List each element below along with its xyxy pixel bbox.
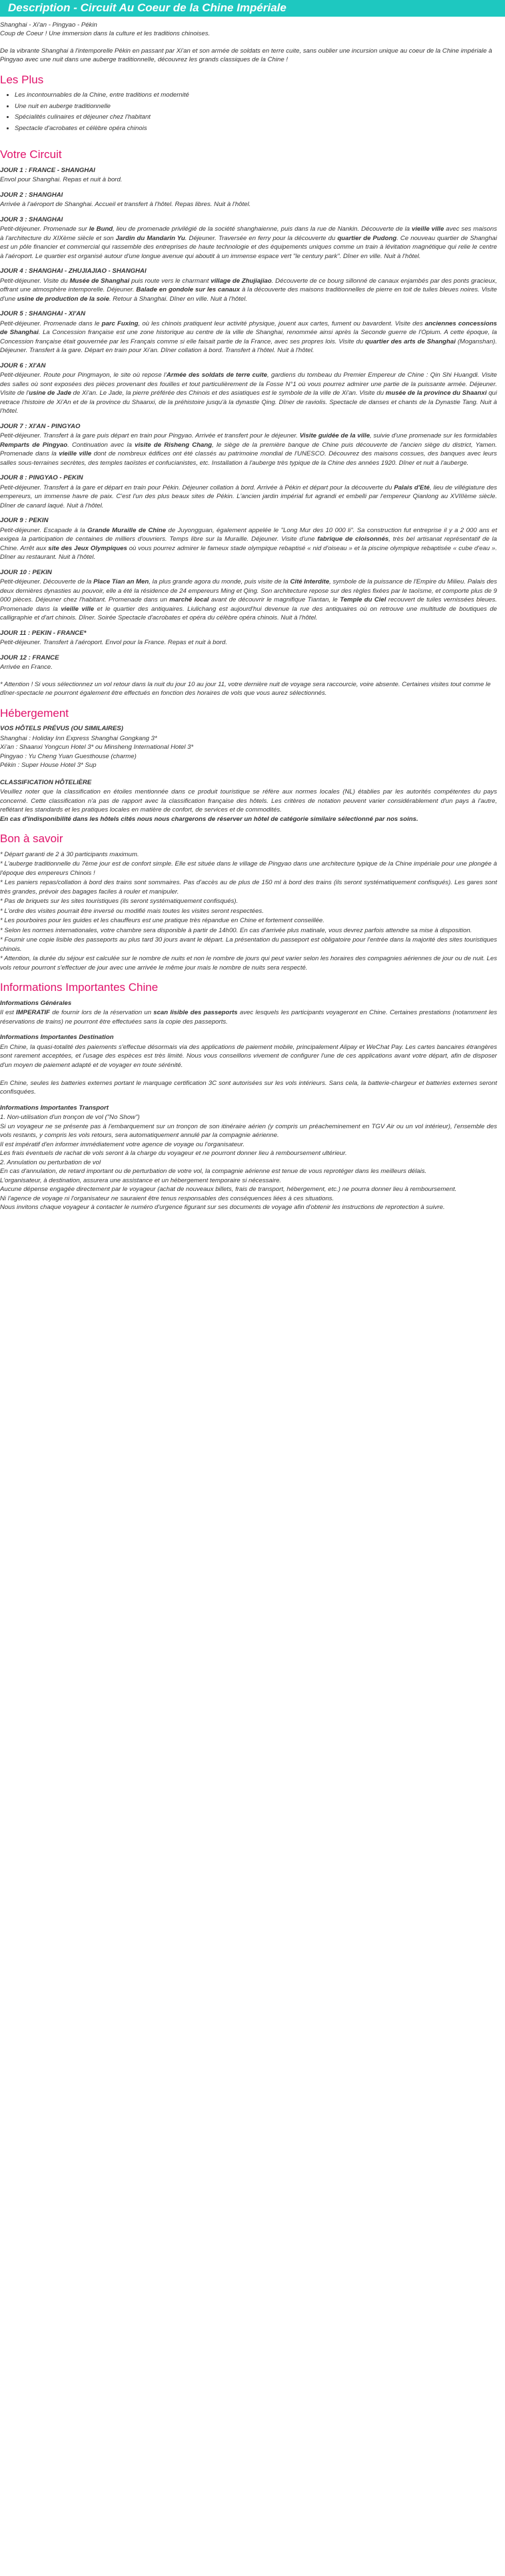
day-description: Petit-déjeuner. Route pour Pingmayon, le site où repose l'Armée des soldats de terre cuite, gardiens du tombeau du Premier Empereur de Chine : Qin Shi Huangdi. Visite des salles où sont exposées des pièces provenant des fouilles et tout particulièrement de la Fosse N°1 où vous pourrez admirer une partie de la puissante armée. Déjeuner. Visite de l'usine de Jade de Xi'an. Le Jade, la pierre préférée des Chinois et des asiatiques est le symbole de la ville de Xi'an. Visite du musée de la province du Shaanxi qui retrace l'histoire de Xi'An et de la province du Shaanxi, de la préhistoire jusqu'à la dynastie Qing. Dîner de raviolis. Spectacle de danses et chants de la Dynastie Tang. Nuit à l'hôtel. (0, 371, 498, 415)
info-line: 1. Non-utilisation d'un tronçon de vol ("No Show") (0, 1114, 140, 1121)
info-line: Il est IMPERATIF de fournir lors de la réservation un scan lisible des passeports avec lesquels les participants voyageront en Chine. Certaines prestations (notamment les réservations de trains) ne pourront être effectuées sans la copie des passeports. (0, 1009, 498, 1026)
itinerary-day (0, 309, 497, 355)
info-line: L'organisateur, à destination, assurera une assistance et un hébergement temporaire si nécessaire. (0, 1176, 282, 1184)
itinerary-day (0, 473, 497, 510)
info-line: Ni l'agence de voyage ni l'organisateur ne sauraient être tenus responsables des conséquences liées à ces situations. (0, 1194, 334, 1202)
day-title: JOUR 8 : PINGYAO - PEKIN (0, 474, 83, 481)
day-description: Envol pour Shanghai. Repas et nuit à bord. (0, 176, 123, 183)
info-title: Informations Générales (0, 999, 72, 1007)
day-description: Petit-déjeuner. Promenade dans le parc Fuxing, où les chinois pratiquent leur activité physique, jouent aux cartes, fument ou bavardent. Visite des anciennes concessions de Shanghai. La Concession française est une zone historique au centre de la ville de Shanghai, renommée ainsi après la Seconde guerre de l'Opium. A cette époque, la Concession française était gouvernée par les Français comme si elle faisait partie de la France, avec ses propres lois. Visite du quartier des arts de Shanghai (Moganshan). Déjeuner. Transfert à la gare. Départ en train pour Xi'an. Dîner collation à bord. Transfert à l'hôtel. Nuit à l'hôtel. (0, 319, 498, 354)
plus-item: • Spectacle d'acrobates et célèbre opéra chinois (15, 124, 497, 133)
good-to-know-item: * Selon les normes internationales, votre chambre sera disponible à partir de 14h00. En cas d'arrivée plus matinale, vous devrez parfois attendre sa mise à disposition. (0, 926, 472, 934)
bon-a-savoir-heading: Bon à savoir (0, 832, 63, 845)
itinerary-day (0, 267, 497, 303)
day-description: Petit-déjeuner. Escapade à la Grande Muraille de Chine de Juyongguan, également appelée le "Long Mur des 10 000 li". Sa construction fut entreprise il y a 2 000 ans et exigea la participation de centaines de milliers d'ouvriers. Temps libre sur la Muraille. Déjeuner. Visite d'une fabrique de cloisonnés, très bel artisanat représentatif de la Chine. Arrêt aux site des Jeux Olympiques où vous pourrez admirer le fameux stade olympique rebaptisé « nid d'oiseau » et la piscine olympique rebaptisée « cube d'eau ». Dîner au restaurant. Nuit à l'hôtel. (0, 526, 497, 561)
info-line: Si un voyageur ne se présente pas à l'embarquement sur un tronçon de son itinéraire aérien (y compris un préacheminement en TGV Air ou un vol intérieur), l'ensemble des vols restants, y compris les vols retours, sera automatiquement annulé par la compagnie aérienne. (0, 1122, 497, 1139)
hebergement-heading: Hébergement (0, 706, 69, 720)
info-line: En Chine, seules les batteries externes portant le marquage certification 3C sont autorisées sur les vols intérieurs. Sans cela, la batterie-chargeur et batteries externes seront confisquées. (0, 1079, 497, 1096)
info-line: Nous invitons chaque voyageur à contacter le numéro d'urgence figurant sur ses documents de voyage afin d'obtenir les instructions de reprotection à suivre. (0, 1204, 445, 1211)
info-block (0, 1033, 497, 1097)
infos-heading: Informations Importantes Chine (0, 981, 159, 994)
day-description: Arrivée en France. (0, 664, 53, 671)
day-title: JOUR 10 : PEKIN (0, 568, 52, 576)
day-title: JOUR 7 : XI'AN - PINGYAO (0, 422, 81, 430)
plus-item: • Les incontournables de la Chine, entre traditions et modernité (15, 91, 497, 100)
info-line: Il est impératif d'en informer immédiatement votre agence de voyage ou l'organisateur. (0, 1140, 245, 1148)
itinerary-day (0, 629, 497, 648)
day-title: JOUR 3 : SHANGHAI (0, 215, 63, 223)
circuit-heading: Votre Circuit (0, 148, 62, 161)
day-title: JOUR 2 : SHANGHAI (0, 191, 63, 199)
itinerary-day (0, 191, 497, 209)
hotels-subtitle: VOS HÔTELS PRÉVUS (OU SIMILAIRES) (0, 725, 123, 732)
page-title: Description - Circuit Au Coeur de la Chine Impériale (0, 0, 505, 17)
itinerary-day (0, 516, 497, 562)
plus-heading: Les Plus (0, 73, 44, 86)
page (0, 0, 497, 1232)
hotel-line: Xi'an : Shaanxi Yongcun Hotel 3* ou Minsheng International Hotel 3* (0, 744, 194, 751)
day-description: Petit-déjeuner. Promenade sur le Bund, lieu de promenade privilégié de la société shanghaienne, puis dans la rue de Nankin. Découverte de la vieille ville avec ses maisons à l'architecture du XIXème siècle et son Jardin du Mandarin Yu. Déjeuner. Traversée en ferry pour la découverte du quartier de Pudong. Ce nouveau quartier de Shanghai est un pôle financier et commercial qui rassemble des entreprises de haute technologie et des équipements uniques comme un train à lévitation magnétique qui relie le centre à l'aéroport. Le quartier est organisé autour d'une longue avenue qui aboutit à un immense espace vert "le century park". Dîner en ville. Nuit à l'hôtel. (0, 225, 498, 260)
info-block (0, 1104, 497, 1212)
info-line (0, 1070, 497, 1079)
info-title: Informations Importantes Destination (0, 1034, 114, 1041)
itinerary-day (0, 568, 497, 623)
good-to-know-item: * Les pourboires pour les guides et les chauffeurs est une pratique très répandue en Chine et fortement conseillée. (0, 917, 324, 924)
good-to-know-item: * Pas de briquets sur les sites touristiques (ils seront systématiquement confisqués). (0, 898, 239, 905)
good-to-know-item: * L'ordre des visites pourrait être inversé ou modifié mais toutes les visites seront respectées. (0, 907, 264, 915)
good-to-know-item: * Fournir une copie lisible des passeports au plus tard 30 jours avant le départ. La présentation du passeport est obligatoire pour l'entrée dans la majorité des sites touristiques chinois. (0, 936, 497, 953)
bon-a-savoir-list (0, 850, 497, 973)
info-title: Informations Importantes Transport (0, 1104, 109, 1112)
info-line: Les frais éventuels de rachat de vols seront à la charge du voyageur et ne pourront donner lieu à remboursement ultérieur. (0, 1150, 347, 1157)
classification-note: En cas d'indisponibilité dans les hôtels cités nous nous chargerons de réserver un hôtel de catégorie similaire sélectionné par nos soins. (0, 815, 418, 823)
itinerary-day (0, 422, 497, 468)
day-title: JOUR 11 : PEKIN - FRANCE* (0, 629, 87, 637)
good-to-know-item: * Attention, la durée du séjour est calculée sur le nombre de nuits et non le nombre de jours qui peut varier selon les horaires des compagnies aériennes de jour ou de nuit. Les vols retour pourront s'effectuer de jour avec une arrivée le même jour mais le nombre de nuits sera respecté. (0, 955, 497, 972)
info-line: En Chine, la quasi-totalité des paiements s'effectue désormais via des applications de paiement mobile, principalement Alipay et WeChat Pay. Les cartes bancaires étrangères sont rarement acceptées, et l'usage des espèces est très limité. Nous vous conseillons vivement de configurer l'une de ces applications avant votre départ, afin de disposer d'un moyen de paiement adapté et de voyager en toute sérénité. (0, 1043, 497, 1069)
classification-title: CLASSIFICATION HÔTELIÈRE (0, 778, 92, 786)
itinerary-day (0, 166, 497, 185)
description-content (0, 21, 497, 1212)
itinerary-day (0, 654, 497, 672)
day-title: JOUR 6 : XI'AN (0, 361, 46, 369)
route-line: Shanghai - Xi'an - Pingyao - Pékin (0, 21, 97, 29)
day-title: JOUR 5 : SHANGHAI - XI'AN (0, 310, 86, 317)
infos-blocks (0, 999, 497, 1212)
good-to-know-item: * L'auberge traditionnelle du 7ème jour est de confort simple. Elle est située dans le village de Pingyao dans une architecture typique de la Chine impériale pour une plongée à l'époque des empereurs Chinois ! (0, 860, 497, 877)
info-line: Aucune dépense engagée directement par le voyageur (achat de nouveaux billets, frais de transport, hébergement, etc.) ne pourra donner lieu à remboursement. (0, 1186, 457, 1193)
plus-list (0, 91, 497, 133)
day-description: Petit-déjeuner. Transfert à la gare puis départ en train pour Pingyao. Arrivée et transfert pour le déjeuner. Visite guidée de la ville, suivie d'une promenade sur les formidables Remparts de Pingyao. Continuation avec la visite de Risheng Chang, le siège de la première banque de Chine puis découverte de l'ancien siège du district, Yamen. Promenade dans la vieille ville dont de nombreux édifices ont été classés au patrimoine mondial de l'UNESCO. Découvrez des maisons cossues, des banques avec leurs salles sous-terraines secrètes, des temples taoïstes et confucianistes, etc. Installation à l'auberge très typique de la Chine des années 1920. Dîner et nuit à l'auberge. (0, 432, 498, 467)
plus-item: • Une nuit en auberge traditionnelle (15, 102, 497, 111)
day-description: Petit-déjeuner. Transfert à l'aéroport. Envol pour la France. Repas et nuit à bord. (0, 639, 227, 646)
info-line: En cas d'annulation, de retard important ou de perturbation de votre vol, la compagnie aérienne est tenue de vous reprotéger dans les meilleurs délais. (0, 1168, 427, 1175)
tagline: Coup de Coeur ! Une immersion dans la culture et les traditions chinoises. (0, 30, 211, 37)
itinerary-day (0, 215, 497, 261)
intro-paragraph: De la vibrante Shanghai à l'intemporelle Pékin en passant par Xi'an et son armée de soldats en terre cuite, sans oublier une incursion unique au coeur de la Chine impériale à Pingyao avec une nuit dans une auberge traditionnelle, découvrez les grands classiques de la Chine ! (0, 47, 492, 63)
hotel-line: Shanghai : Holiday Inn Express Shanghai Gongkang 3* (0, 734, 157, 742)
info-line: 2. Annulation ou perturbation de vol (0, 1158, 101, 1166)
plus-item: • Spécialités culinaires et déjeuner chez l'habitant (15, 113, 497, 122)
itinerary (0, 166, 497, 672)
day-description: Arrivée à l'aéroport de Shanghai. Accueil et transfert à l'hôtel. Repas libres. Nuit à l'hôtel. (0, 201, 251, 208)
info-block (0, 999, 497, 1027)
day-description: Petit-déjeuner. Visite du Musée de Shanghai puis route vers le charmant village de Zhujiajiao. Découverte de ce bourg sillonné de canaux enjambés par des ponts gracieux, offrant une atmosphère intemporelle. Déjeuner. Balade en gondole sur les canaux à la découverte des maisons traditionnelles de pierre en toit de tuiles bleues noires. Visite d'une usine de production de la soie. Retour à Shanghai. Dîner en ville. Nuit à l'hôtel. (0, 277, 497, 303)
day-description: Petit-déjeuner. Transfert à la gare et départ en train pour Pékin. Déjeuner collation à bord. Arrivée à Pékin et départ pour la découverte du Palais d'Eté, lieu de villégiature des empereurs, un immense havre de paix. C'est l'un des plus beaux sites de Pékin. L'ancien jardin impérial fut agrandi et embelli par l'empereur Qianlong au XVIIIème siècle. Dîner de canard laqué. Nuit à l'hôtel. (0, 483, 497, 509)
classification-text: Veuillez noter que la classification en étoiles mentionnée dans ce produit touristique se réfère aux normes locales (NL) établies par les autorités compétentes du pays concerné. Cette classification n'a pas de rapport avec la classification française des hôtels. Les critères de notation peuvent varier considérablement d'un pays à l'autre, reflétant les standards et les pratiques locales en matière de confort, de services et de commodités. (0, 788, 497, 814)
itinerary-day (0, 361, 497, 416)
good-to-know-item: * Départ garanti de 2 à 30 participants maximum. (0, 850, 139, 858)
return-flight-note: * Attention ! Si vous sélectionnez un vol retour dans la nuit du jour 10 au jour 11, votre dernière nuit de voyage sera raccourcie, voire absente. Certaines visites tout comme le dîner-spectacle ne pourront également être effectués en fonction des horaires de vols que vous aurez sélectionnés. (0, 680, 491, 697)
hotel-line: Pingyao : Yu Cheng Yuan Guesthouse (charme) (0, 752, 137, 760)
day-title: JOUR 1 : FRANCE - SHANGHAI (0, 166, 95, 174)
day-description: Petit-déjeuner. Découverte de la Place Tian an Men, la plus grande agora du monde, puis visite de la Cité Interdite, symbole de la puissance de l'Empire du Milieu. Palais des deux dernières dynasties au pouvoir, elle a été la résidence de 24 empereurs Ming et Qing. Son architecture repose sur des règles fixées par le taoïsme, et comporte plus de 9 000 pièces. Déjeuner chez l'habitant. Promenade dans un marché local avant de découvrir le magnifique Tiantan, le Temple du Ciel recouvert de tuiles vernissées bleues. Promenade dans la vieille ville et le quartier des antiquaires. Liulichang est aujourd'hui devenue la rue des antiquaires où on retrouve une multitude de boutiques de calligraphie et d'art chinois. Dîner. Soirée Spectacle d'acrobates et opéra du célèbre opéra chinois. Nuit à l'hôtel. (0, 578, 498, 621)
hotel-list (0, 734, 497, 770)
day-title: JOUR 4 : SHANGHAI - ZHUJIAJIAO - SHANGHAI (0, 267, 147, 275)
day-title: JOUR 9 : PEKIN (0, 517, 49, 524)
hotel-line: Pékin : Super House Hotel 3* Sup (0, 762, 97, 769)
good-to-know-item: * Les paniers repas/collation à bord des trains sont sommaires. Pas d'accès au de plus de 150 ml à bord des trains (ils seront systématiquement confisqués). Les gares sont très grandes, prévoir des bagages faciles à rouler et manipuler. (0, 879, 497, 896)
day-title: JOUR 12 : FRANCE (0, 654, 59, 662)
